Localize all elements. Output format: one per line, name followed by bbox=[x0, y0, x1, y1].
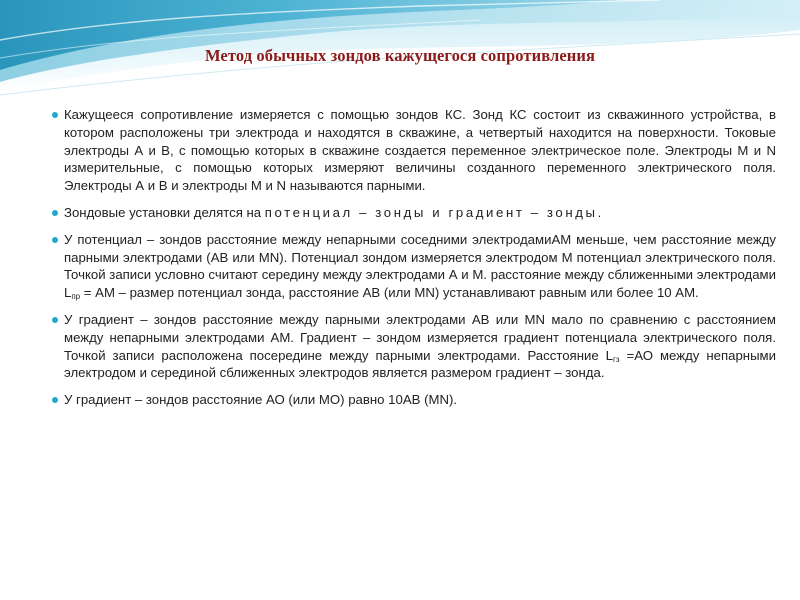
bullet-dot-icon bbox=[52, 397, 58, 403]
bullet-dot-icon bbox=[52, 317, 58, 323]
bullet-text: У градиент – зондов расстояние между парными электродами АВ или MN мало по сравнению с расстоянием между непарными электродами АМ. Градиент – зондом измеряется градиент потенциала электрического поля. Точкой записи расположена посередине между парными электродами. Расстояние L bbox=[64, 311, 776, 363]
bullet-item bbox=[52, 204, 776, 222]
bullet-item bbox=[52, 311, 776, 382]
bullet-text: =АО между непарными электродом и серединой сближенных электродов является размером градиент – зонда. bbox=[64, 347, 776, 381]
bullet-dot-icon bbox=[52, 237, 58, 243]
bullet-text: У потенциал – зондов расстояние между непарными соседними электродамиАМ меньше, чем расстояние между парными электродами (АВ или MN). Потенциал зондом измеряется электродом M потенциал электрического поля. Точкой записи условно считают середину между электродами А и М. расстояние между сближенными электродами L bbox=[64, 231, 776, 301]
slide-title: Метод обычных зондов кажущегося сопротивления bbox=[204, 46, 596, 65]
subscript: пр bbox=[71, 292, 81, 302]
bullet-text: У градиент – зондов расстояние АО (или МО) равно 10АВ (MN). bbox=[64, 392, 458, 408]
bullet-dot-icon bbox=[52, 112, 58, 118]
slide-body bbox=[52, 106, 776, 418]
bullet-item bbox=[52, 231, 776, 302]
bullet-text-spaced: потенциал – зонды и градиент – зонды. bbox=[264, 204, 604, 220]
bullet-text: Зондовые установки делятся на bbox=[64, 204, 265, 220]
bullet-item bbox=[52, 106, 776, 195]
bullet-text: = АМ – размер потенциал зонда, расстояние АВ (или MN) устанавливают равным или более 10 АМ. bbox=[80, 285, 699, 301]
bullet-text: Кажущееся сопротивление измеряется с помощью зондов КС. Зонд КС состоит из скважинного устройства, в котором расположены три электрода и находятся в скважине, а четвертый находится на поверхности. Токовые электроды А и В, с помощью которых в скважине создается переменное электрическое поле. Электроды M и N измерительные, с помощью которых измеряют величины созданного переменного электрического поля. Электроды А и В и электроды M и N называются парными. bbox=[64, 107, 776, 194]
bullet-item bbox=[52, 391, 776, 409]
subscript: гз bbox=[613, 354, 620, 364]
bullet-dot-icon bbox=[52, 210, 58, 216]
